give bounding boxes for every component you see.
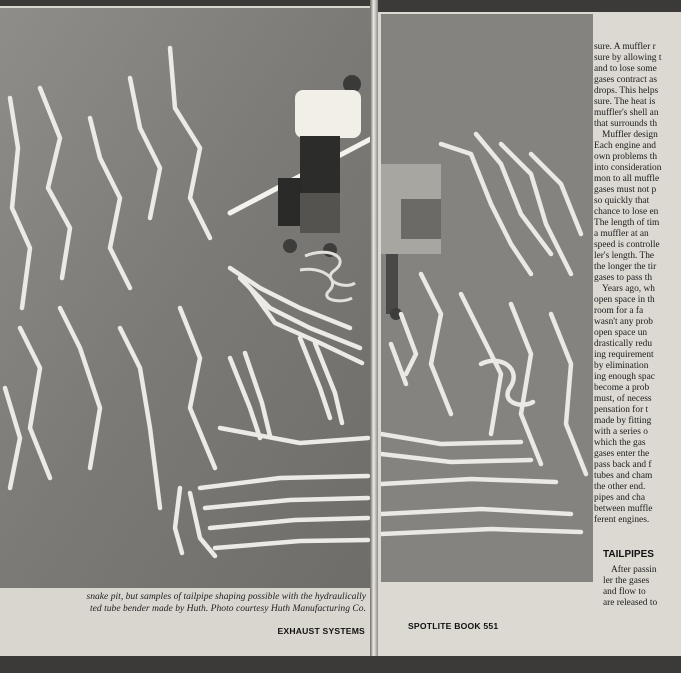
text-line: ing enough spac (594, 372, 655, 382)
text-line: gases contract as (594, 75, 657, 85)
footer-left: EXHAUST SYSTEMS (277, 626, 365, 636)
text-line: into consideration (594, 163, 662, 173)
text-line: which the gas (594, 438, 646, 448)
text-line: that surrounds th (594, 119, 658, 129)
text-line: ler the gases (603, 576, 650, 586)
caption-line: snake pit, but samples of tailpipe shaping possible with the hydraulically (86, 591, 366, 602)
text-line: muffler's shell an (594, 108, 659, 118)
text-line: gases to pass th (594, 273, 653, 283)
text-line: drastically redu (594, 339, 653, 349)
text-line: a muffler at an (594, 229, 649, 239)
text-line: between muffle (594, 504, 653, 514)
text-line: pipes and cha (594, 493, 646, 503)
text-line: ler's length. The (594, 251, 655, 261)
tailpipes-text (603, 565, 681, 609)
text-line: chance to lose en (594, 207, 659, 217)
text-line: must, of necess (594, 394, 652, 404)
table-surface (0, 656, 681, 673)
text-line: pensation for t (594, 405, 649, 415)
text-line: Each engine and (594, 141, 656, 151)
text-line: ferent engines. (594, 515, 650, 525)
text-line: with a series o (594, 427, 648, 437)
text-line: so quickly that (594, 196, 650, 206)
text-line: made by fitting (594, 416, 652, 426)
text-line: and to lose some (594, 64, 657, 74)
text-line: gases enter the (594, 449, 650, 459)
text-line: room for a fa (594, 306, 644, 316)
text-line: drops. This helps (594, 86, 659, 96)
text-line: open space in th (594, 295, 655, 305)
text-line: sure by allowing t (594, 53, 662, 63)
text-line: by elimination (594, 361, 649, 371)
text-line: open space un (594, 328, 648, 338)
text-line: gases must not p (594, 185, 657, 195)
text-line: are released to (603, 598, 658, 608)
text-line: wasn't any prob (594, 317, 653, 327)
text-line: pass back and f (594, 460, 652, 470)
tailpipe-photo-left (0, 8, 370, 588)
text-line: the longer the tir (594, 262, 657, 272)
text-line: Muffler design (602, 130, 658, 140)
text-line: own problems th (594, 152, 658, 162)
text-line: become a prob (594, 383, 650, 393)
text-line: the other end. (594, 482, 646, 492)
section-heading-tailpipes: TAILPIPES (603, 549, 654, 560)
footer-right: SPOTLITE BOOK 551 (408, 621, 499, 631)
caption-line: ted tube bender made by Huth. Photo courtesy Huth Manufacturing Co. (89, 602, 366, 614)
page-gutter (370, 0, 378, 673)
text-line: The length of tim (594, 218, 660, 228)
text-line: and flow to (603, 587, 646, 597)
text-line: tubes and cham (594, 471, 653, 481)
text-line: sure. The heat is (594, 97, 656, 107)
tailpipe-photo-right (381, 14, 593, 582)
text-line: ing requirement (594, 350, 654, 360)
text-line: sure. A muffler r (594, 42, 656, 52)
text-line: mon to all muffle (594, 174, 660, 184)
photo-caption (0, 591, 366, 614)
body-text-column (594, 42, 681, 526)
text-line: After passin (611, 565, 657, 575)
text-line: speed is controlle (594, 240, 660, 250)
text-line: Years ago, wh (602, 284, 655, 294)
